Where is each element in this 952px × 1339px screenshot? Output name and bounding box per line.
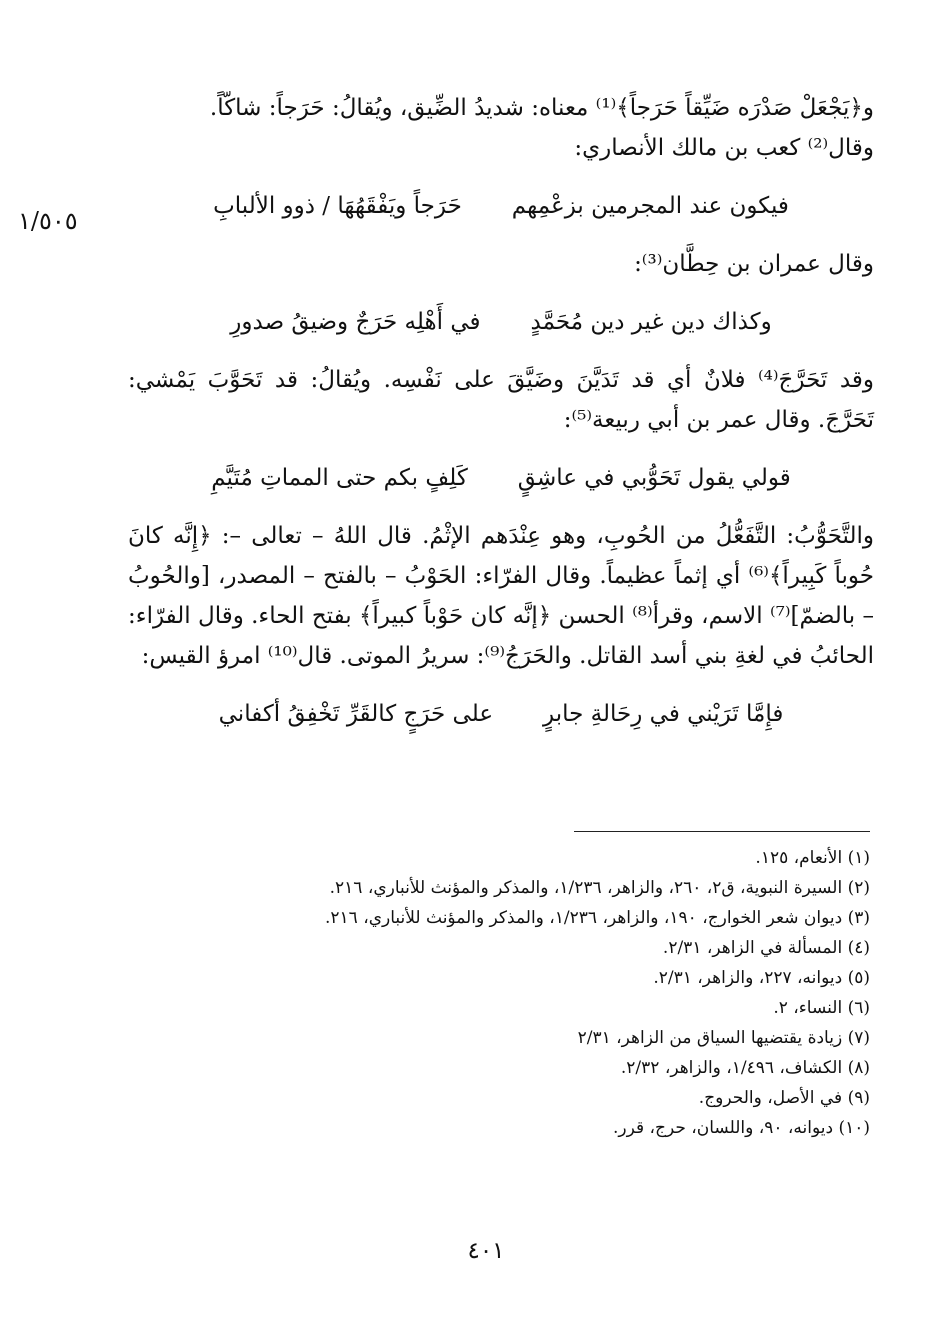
verse-1-second-hemistich: حَرَجاً ويَفْقَهُهَا / ذوو الألبابِ (213, 193, 462, 219)
verse-4 (128, 694, 874, 734)
footnote-6: (٦) النساء، ٢. (773, 998, 870, 1018)
footnote-5: (٥) ديوانه، ٢٢٧، والزاهر، ٢/٣١. (653, 968, 870, 988)
verse-2 (128, 302, 874, 342)
verse-2-first-hemistich: وكذاك دين غير دين مُحَمَّدٍ (530, 309, 772, 335)
footnote-1: (١) الأنعام، ١٢٥. (755, 848, 870, 868)
verse-1-first-hemistich: فيكون عند المجرمين بزعْمِهم (511, 193, 789, 219)
paragraph-1: و﴿يَجْعَلْ صَدْرَه ضَيِّقاً حَرَجاً﴾⁽¹⁾ معناه: شديدُ الضِّيق، ويُقالُ: حَرَجاً: شاكّاً. (209, 95, 874, 121)
verse-4-second-hemistich: على حَرَجٍ كالقَرِّ تَخْفِقُ أكفاني (218, 701, 494, 727)
verse-3-first-hemistich: قولي يقول تَحَوُّبي في عاشِقٍ (517, 465, 791, 491)
verse-3 (128, 458, 874, 498)
verse-4-first-hemistich: فإِمَّا تَرَيْني في رِحَالةِ جابرٍ (543, 701, 784, 727)
verse-2-second-hemistich: في أَهْلِه حَرَجٌ وضيقُ صدورِ (230, 309, 481, 335)
main-text (128, 88, 874, 752)
footnote-7: (٧) زيادة يقتضيها السياق من الزاهر، ٢/٣١ (577, 1028, 870, 1048)
page-number: ٤٠١ (467, 1238, 505, 1264)
footnotes-list (240, 843, 870, 1143)
footnote-8: (٨) الكشاف، ١/٤٩٦، والزاهر، ٢/٣٢. (620, 1058, 870, 1078)
margin-volume-page-reference: ١/٥٠٥ (18, 207, 78, 235)
footnote-4: (٤) المسألة في الزاهر، ٢/٣١. (662, 938, 870, 958)
paragraph-4: وقد تَحَرَّجَ⁽⁴⁾ فلانٌ أي قد تَدَيَّنَ وضَيَّقَ على نَفْسِه. ويُقالُ: قد تَحَوَّبَ يَمْشي: تَحَرَّجَ. وقال عمر بن أبي ربيعة⁽⁵⁾: (128, 367, 874, 433)
footnote-2: (٢) السيرة النبوية، ق٢، ٢٦٠، والزاهر، ١/٢٣٦، والمذكر والمؤنث للأنباري، ٢١٦. (329, 878, 870, 898)
footnote-10: (١٠) ديوانه، ٩٠، واللسان، حرج، قرر. (613, 1118, 870, 1138)
footnote-separator-rule (574, 831, 870, 832)
paragraph-5: والتَّحَوُّبُ: التَّفَعُّلُ من الحُوبِ، وهو عِنْدَهم الإثْمُ. قال اللهُ – تعالى –: ﴿إِنَّه كانَ حُوباً كَبِيراً﴾⁽⁶⁾ أي إثماً عظيماً. وقال الفرّاء: الحَوْبُ – بالفتح – المصدر، [والحُوبُ – بالضمّ]⁽⁷⁾ الاسم، وقرأ⁽⁸⁾ الحسن ﴿إنَّه كان حَوْباً كبيراً﴾ بفتح الحاء. وقال الفرّاء: الحائبُ في لغةِ بني أسد القاتل. والحَرَجُ⁽⁹⁾: سريرُ الموتى. قال⁽¹⁰⁾ امرؤ القيس: (128, 523, 874, 669)
verse-3-second-hemistich: كَلِفٍ بكم حتى المماتِ مُتَيَّمِ (211, 465, 468, 491)
footnote-3: (٣) ديوان شعر الخوارج، ١٩٠، والزاهر، ١/٢٣٦، والمذكر والمؤنث للأنباري، ٢١٦. (325, 908, 870, 928)
verse-1 (128, 186, 874, 226)
footnote-9: (٩) في الأصل، والحروج. (698, 1088, 870, 1108)
paragraph-2: وقال⁽²⁾ كعب بن مالك الأنصاري: (574, 135, 874, 161)
paragraph-3: وقال عمران بن حِطَّان⁽³⁾: (634, 251, 874, 277)
